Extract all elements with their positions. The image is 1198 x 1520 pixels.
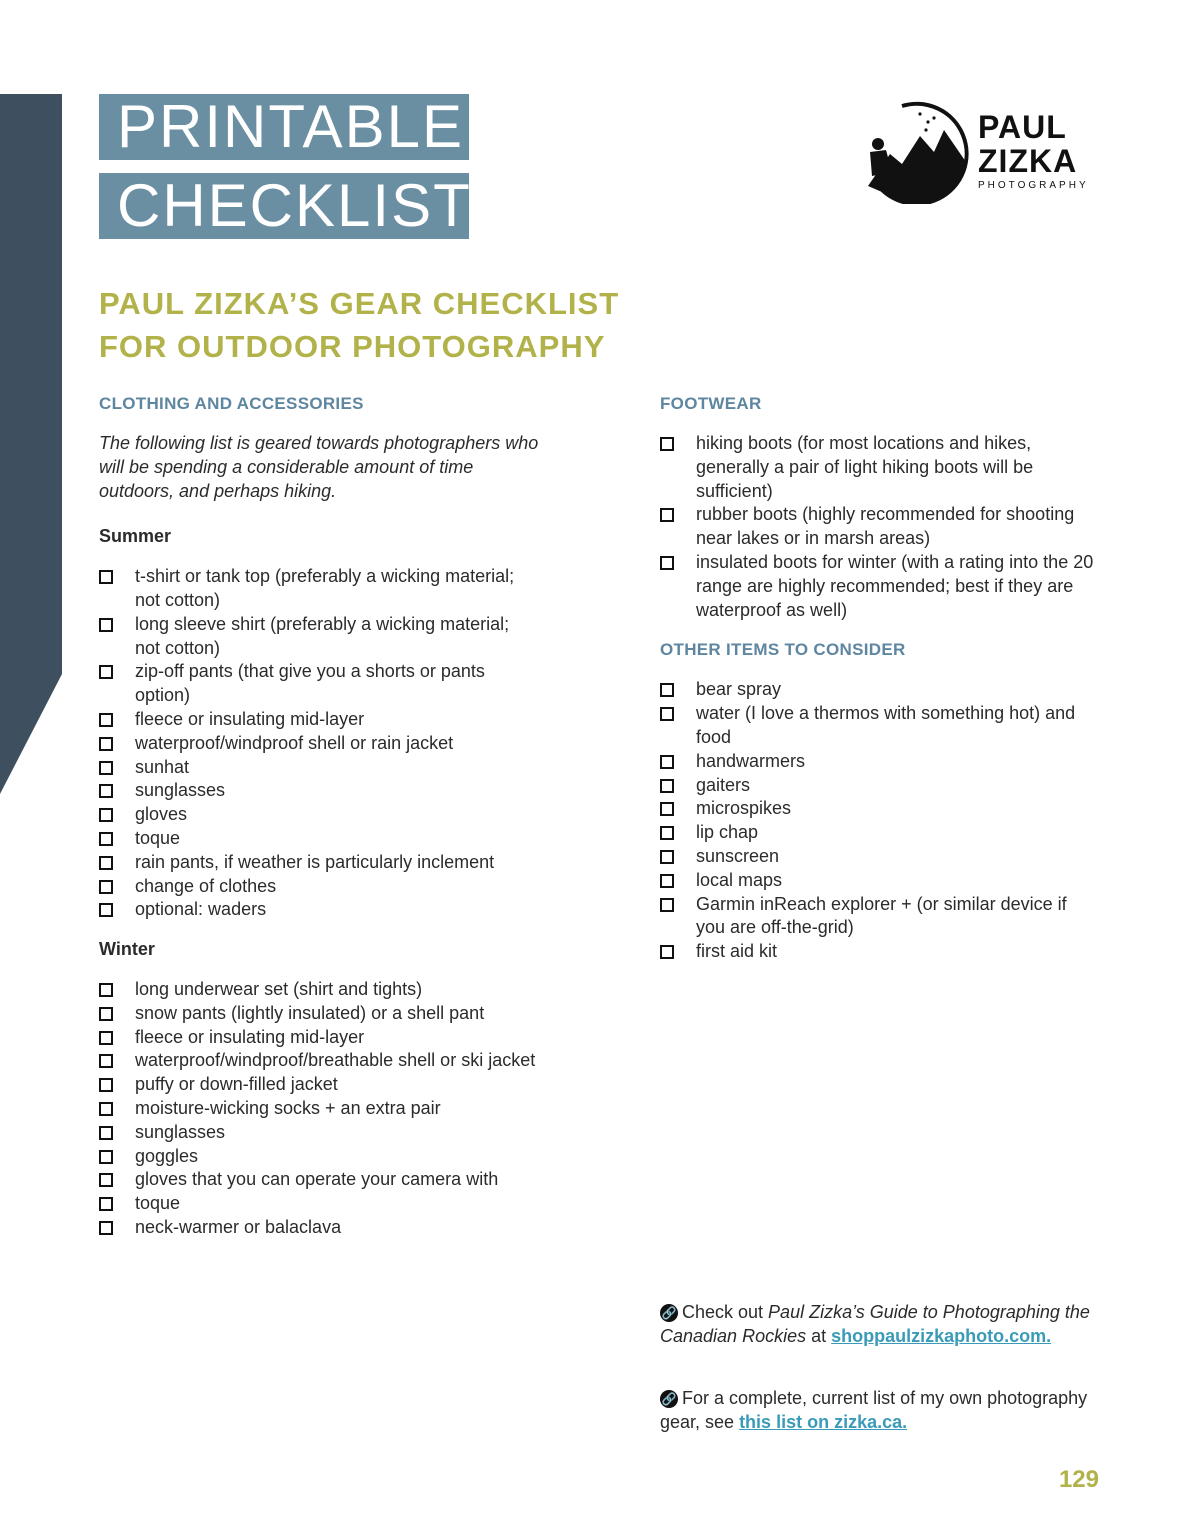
item-label: insulated boots for winter (with a rating into the 20 range are highly recommended; best if they are waterproof as well)	[696, 551, 1094, 620]
checkbox[interactable]	[99, 1150, 113, 1164]
checklist-item	[99, 1145, 539, 1169]
checkbox[interactable]	[660, 945, 674, 959]
shop-link[interactable]: shoppaulzizkaphoto.com.	[831, 1326, 1052, 1346]
item-label: fleece or insulating mid-layer	[135, 708, 365, 729]
item-label: first aid kit	[696, 941, 778, 962]
checklist-item	[99, 732, 539, 756]
checkbox[interactable]	[99, 903, 113, 917]
checklist-item	[660, 678, 1100, 702]
checkbox[interactable]	[660, 508, 674, 522]
checklist-item	[99, 1216, 539, 1240]
link-icon: 🔗	[661, 1306, 677, 1321]
item-label: moisture-wicking socks + an extra pair	[135, 1097, 441, 1118]
item-label: hiking boots (for most locations and hikes, generally a pair of light hiking boots will be sufficient)	[696, 433, 1034, 501]
right-column	[660, 392, 1100, 980]
item-label: snow pants (lightly insulated) or a shell pant	[135, 1002, 485, 1023]
item-label: toque	[135, 1193, 181, 1214]
item-label: bear spray	[696, 679, 782, 700]
checklist-item	[99, 1002, 539, 1026]
checkbox[interactable]	[660, 556, 674, 570]
summer-heading: Summer	[99, 526, 172, 547]
other-items-list	[660, 678, 1100, 964]
checklist-item	[99, 1121, 539, 1145]
checklist-item	[660, 797, 1100, 821]
checklist-item	[99, 1026, 539, 1050]
gear-list-note	[660, 1386, 1100, 1434]
checklist-item	[660, 845, 1100, 869]
guide-title: Paul Zizka’s Guide to Photographing the Canadian Rockies	[660, 1302, 1090, 1346]
note1-mid: at	[806, 1326, 832, 1346]
checklist-item	[99, 660, 539, 708]
guide-note	[660, 1300, 1100, 1348]
item-label: sunhat	[135, 756, 190, 777]
item-label: rubber boots (highly recommended for shooting near lakes or in marsh areas)	[696, 504, 1075, 549]
checklist-item	[99, 779, 539, 803]
item-label: neck-warmer or balaclava	[135, 1216, 342, 1237]
page-subtitle	[99, 282, 699, 368]
title-line-1: PRINTABLE	[99, 94, 469, 160]
checkbox[interactable]	[99, 570, 113, 584]
checkbox[interactable]	[99, 983, 113, 997]
item-label: sunglasses	[135, 780, 226, 801]
other-items-heading: OTHER ITEMS TO CONSIDER	[660, 640, 906, 660]
checkbox[interactable]	[99, 737, 113, 751]
checklist-item	[99, 827, 539, 851]
checklist-item	[99, 898, 539, 922]
mountain-logo-icon	[862, 92, 972, 204]
logo-name-line-2: ZIZKA	[978, 143, 1078, 179]
checkbox[interactable]	[99, 808, 113, 822]
item-label: gaiters	[696, 774, 751, 795]
item-label: sunscreen	[696, 845, 780, 866]
checklist-item	[99, 851, 539, 875]
page-number: 129	[1058, 1466, 1099, 1493]
checkbox[interactable]	[99, 856, 113, 870]
gear-list-link[interactable]: this list on zizka.ca.	[739, 1412, 908, 1432]
checkbox[interactable]	[99, 1078, 113, 1092]
checklist-item	[99, 803, 539, 827]
subtitle-line-1: PAUL ZIZKA’S GEAR CHECKLIST	[99, 286, 620, 321]
clothing-heading: CLOTHING AND ACCESSORIES	[99, 394, 364, 413]
checkbox[interactable]	[99, 1102, 113, 1116]
checkbox[interactable]	[99, 1054, 113, 1068]
checkbox[interactable]	[660, 874, 674, 888]
checklist-item	[99, 1192, 539, 1216]
item-label: goggles	[135, 1145, 199, 1166]
checklist-item	[99, 978, 539, 1002]
checkbox[interactable]	[99, 761, 113, 775]
checkbox[interactable]	[99, 665, 113, 679]
checklist-item	[99, 565, 539, 613]
checklist-item	[99, 1168, 539, 1192]
item-label: toque	[135, 827, 181, 848]
clothing-intro: The following list is geared towards photographers who will be spending a considerable amount of time outdoors, and perhaps hiking.	[99, 433, 539, 501]
checkbox[interactable]	[660, 707, 674, 721]
item-label: handwarmers	[696, 750, 806, 771]
winter-list	[99, 978, 539, 1240]
checkbox[interactable]	[99, 784, 113, 798]
note2-prefix: For a complete, current list of my own photography gear, see	[660, 1388, 1088, 1432]
checkbox[interactable]	[99, 1007, 113, 1021]
item-label: zip-off pants (that give you a shorts or pants option)	[135, 661, 485, 706]
checkbox[interactable]	[660, 437, 674, 451]
item-label: microspikes	[696, 798, 792, 819]
link-icon: 🔗	[661, 1392, 677, 1407]
checkbox[interactable]	[660, 755, 674, 769]
checkbox[interactable]	[99, 713, 113, 727]
checkbox[interactable]	[99, 618, 113, 632]
item-label: puffy or down-filled jacket	[135, 1074, 338, 1095]
footwear-list	[660, 432, 1100, 622]
item-label: fleece or insulating mid-layer	[135, 1026, 365, 1047]
item-label: water (I love a thermos with something hot) and food	[696, 703, 1076, 747]
checklist-item	[660, 432, 1100, 503]
item-label: rain pants, if weather is particularly inclement	[135, 851, 495, 872]
logo	[862, 92, 1102, 204]
checkbox[interactable]	[99, 1173, 113, 1187]
checklist-item	[660, 750, 1100, 774]
winter-heading: Winter	[99, 939, 155, 960]
checklist-item	[99, 1049, 539, 1073]
item-label: waterproof/windproof shell or rain jacket	[135, 732, 454, 753]
summer-list	[99, 565, 539, 922]
item-label: long underwear set (shirt and tights)	[135, 978, 423, 999]
item-label: gloves that you can operate your camera with	[135, 1169, 499, 1190]
checkbox[interactable]	[99, 880, 113, 894]
item-label: optional: waders	[135, 899, 267, 920]
checklist-item	[99, 1097, 539, 1121]
item-label: Garmin inReach explorer + (or similar device if you are off-the-grid)	[696, 893, 1067, 938]
checkbox[interactable]	[99, 1221, 113, 1235]
checkbox[interactable]	[660, 779, 674, 793]
logo-name-line-1: PAUL	[978, 109, 1067, 145]
checkbox[interactable]	[99, 1126, 113, 1140]
checklist-item	[99, 756, 539, 780]
title-line-2: CHECKLIST	[99, 173, 469, 239]
item-label: change of clothes	[135, 875, 277, 896]
checkbox[interactable]	[660, 850, 674, 864]
checklist-item	[99, 613, 539, 661]
checklist-item	[660, 774, 1100, 798]
checklist-item	[99, 708, 539, 732]
item-label: sunglasses	[135, 1121, 226, 1142]
checkbox[interactable]	[660, 826, 674, 840]
item-label: waterproof/windproof/breathable shell or ski jacket	[135, 1050, 536, 1071]
checkbox[interactable]	[99, 1197, 113, 1211]
checkbox[interactable]	[660, 683, 674, 697]
logo-tagline: PHOTOGRAPHY	[978, 180, 1089, 191]
checklist-item	[660, 821, 1100, 845]
item-label: local maps	[696, 869, 783, 890]
checkbox[interactable]	[99, 832, 113, 846]
checklist-item	[660, 893, 1100, 941]
checklist-item	[660, 702, 1100, 750]
item-label: gloves	[135, 804, 188, 825]
checklist-item	[660, 503, 1100, 551]
checklist-item	[660, 551, 1100, 622]
item-label: lip chap	[696, 822, 759, 843]
checklist-item	[660, 940, 1100, 964]
note1-prefix: Check out	[682, 1302, 769, 1322]
checkbox[interactable]	[660, 898, 674, 912]
item-label: t-shirt or tank top (preferably a wicking material; not cotton)	[135, 566, 515, 610]
footwear-heading: FOOTWEAR	[660, 394, 762, 413]
checkbox[interactable]	[660, 802, 674, 816]
logo-name	[978, 110, 1077, 178]
checkbox[interactable]	[99, 1031, 113, 1045]
checklist-item	[99, 875, 539, 899]
side-decor-band	[0, 94, 62, 794]
item-label: long sleeve shirt (preferably a wicking material; not cotton)	[135, 613, 510, 658]
left-column	[99, 392, 539, 1256]
checklist-item	[660, 869, 1100, 893]
subtitle-line-2: FOR OUTDOOR PHOTOGRAPHY	[99, 329, 606, 364]
checklist-item	[99, 1073, 539, 1097]
